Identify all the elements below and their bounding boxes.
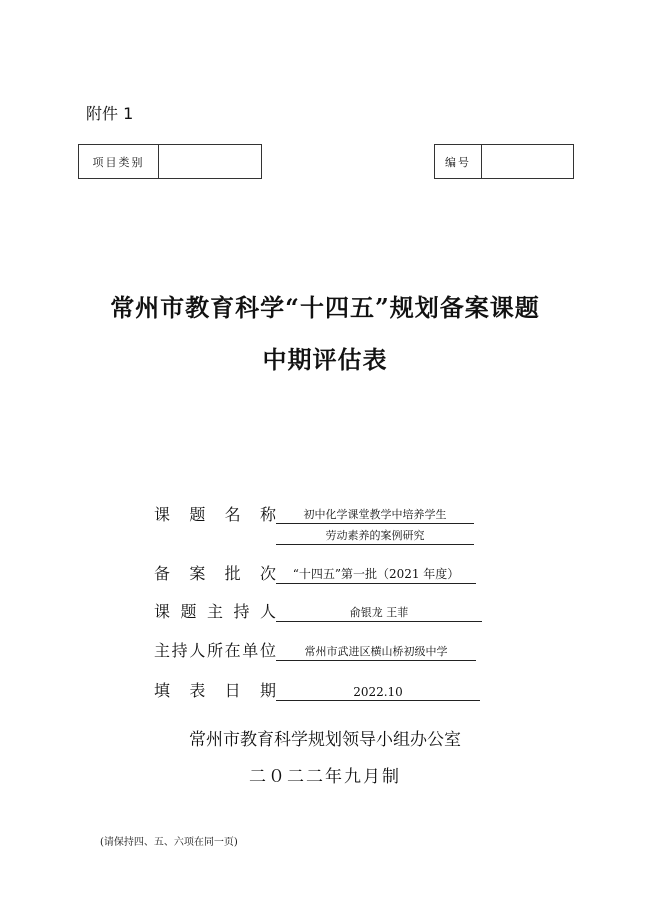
unit-label: 主 持 人 所 在 单 位 xyxy=(154,641,276,660)
project-number-box xyxy=(434,144,574,179)
project-type-box xyxy=(78,144,262,179)
form-row-topic-name xyxy=(154,502,474,545)
host-value: 俞银龙 王菲 xyxy=(276,604,482,622)
form-row-unit xyxy=(154,638,476,661)
form-row-host xyxy=(154,599,482,622)
project-number-label: 编号 xyxy=(435,145,482,178)
page-note: (请保持四、五、六项在同一页) xyxy=(100,837,238,848)
topic-name-label: 课 题 名 称 xyxy=(154,505,276,524)
issue-date: 二０二二年九月制 xyxy=(249,767,401,787)
project-type-field[interactable] xyxy=(159,145,261,178)
unit-value: 常州市武进区横山桥初级中学 xyxy=(276,643,476,661)
batch-value: “十四五”第一批（2021 年度） xyxy=(276,565,476,584)
host-label: 课 题 主 持 人 xyxy=(154,602,276,621)
document-title: 常州市教育科学“十四五”规划备案课题 xyxy=(110,293,540,322)
issuing-organization: 常州市教育科学规划领导小组办公室 xyxy=(189,730,461,750)
date-value: 2022.10 xyxy=(276,685,480,701)
date-label: 填 表 日 期 xyxy=(154,681,276,700)
form-row-date xyxy=(154,678,480,701)
form-row-batch xyxy=(154,561,476,584)
topic-name-value-line1: 初中化学课堂教学中培养学生 xyxy=(276,506,474,524)
topic-name-value-line2: 劳动素养的案例研究 xyxy=(276,527,474,545)
project-type-label: 项目类别 xyxy=(79,145,159,178)
document-subtitle: 中期评估表 xyxy=(262,345,388,374)
batch-label: 备 案 批 次 xyxy=(154,564,276,583)
attachment-label: 附件 1 xyxy=(86,104,134,123)
project-number-field[interactable] xyxy=(482,145,573,178)
